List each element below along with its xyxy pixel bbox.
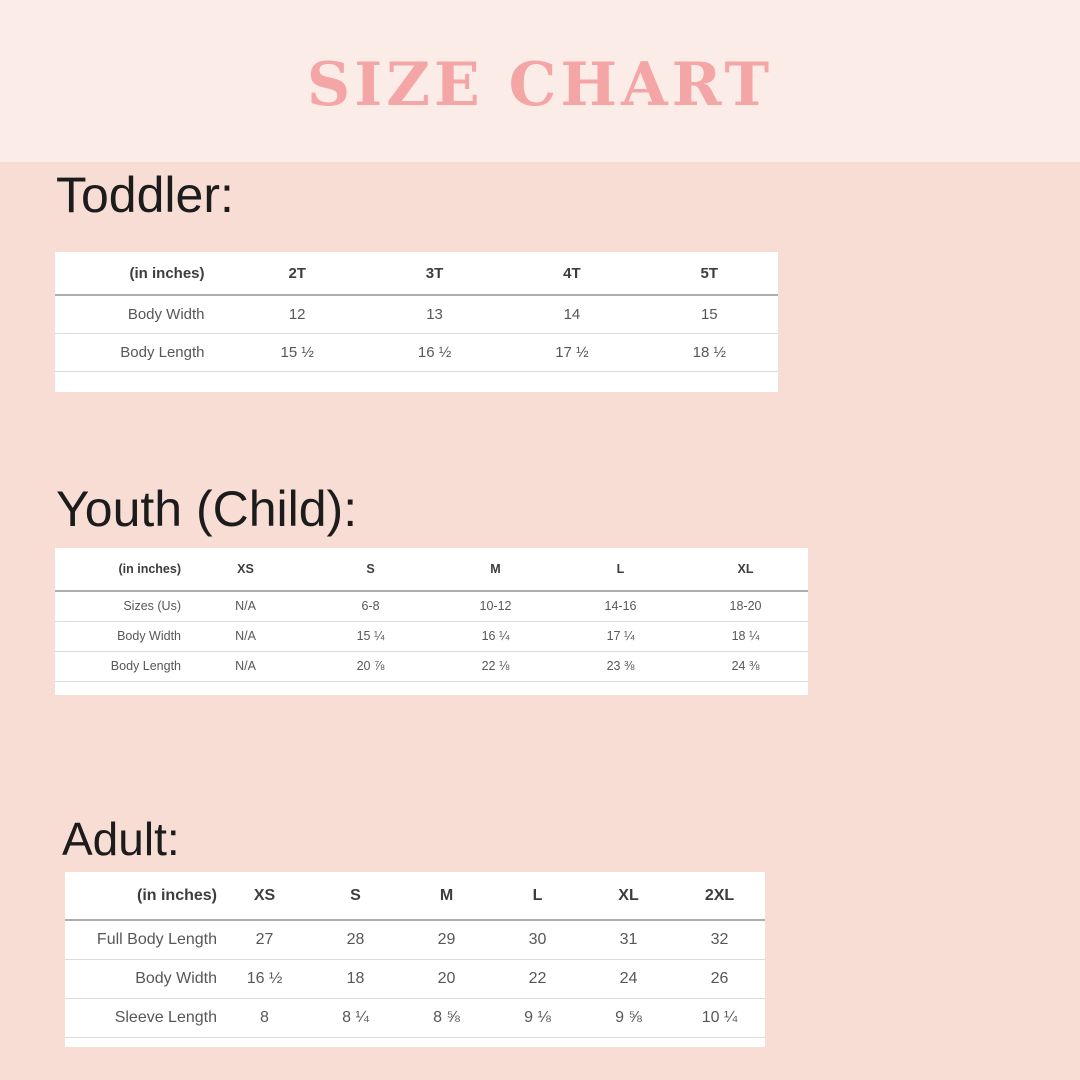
title-banner <box>0 0 1080 162</box>
column-header: S <box>308 548 433 591</box>
table-cell: 18 ½ <box>641 333 778 371</box>
table-cell: 32 <box>674 920 765 959</box>
table-cell: N/A <box>183 621 308 651</box>
column-header: M <box>433 548 558 591</box>
column-header: XL <box>683 548 808 591</box>
table-cell: 26 <box>674 959 765 998</box>
table-cell: 29 <box>401 920 492 959</box>
table-cell: 20 <box>401 959 492 998</box>
table-cell: 15 <box>641 295 778 333</box>
table-row <box>55 651 808 681</box>
table-cell: 17 ¼ <box>558 621 683 651</box>
table-cell: 10-12 <box>433 591 558 621</box>
adult-size-table <box>65 872 765 1038</box>
column-header: L <box>558 548 683 591</box>
table-cell: 10 ¼ <box>674 998 765 1037</box>
table-row <box>65 920 765 959</box>
table-row <box>65 998 765 1037</box>
table-header-row <box>65 872 765 920</box>
toddler-size-table <box>55 252 778 372</box>
table-cell: 22 <box>492 959 583 998</box>
column-header: XS <box>183 548 308 591</box>
table-cell: 16 ¼ <box>433 621 558 651</box>
table-cell: 15 ¼ <box>308 621 433 651</box>
table-cell: 13 <box>366 295 503 333</box>
table-cell: 27 <box>219 920 310 959</box>
column-header: 5T <box>641 252 778 295</box>
table-cell: 8 ⅝ <box>401 998 492 1037</box>
table-row <box>55 591 808 621</box>
table-cell: 15 ½ <box>229 333 366 371</box>
column-header: (in inches) <box>55 548 183 591</box>
table-cell: 14-16 <box>558 591 683 621</box>
section-heading-youth: Youth (Child): <box>56 481 358 537</box>
column-header: 2XL <box>674 872 765 920</box>
table-cell: 18 <box>310 959 401 998</box>
row-label: Sleeve Length <box>65 998 219 1037</box>
page-title: SIZE CHART <box>306 50 774 120</box>
row-label: Body Width <box>55 621 183 651</box>
section-heading-adult: Adult: <box>62 813 180 865</box>
table-row <box>55 295 778 333</box>
adult-size-table-card <box>65 872 765 1047</box>
column-header: 4T <box>503 252 640 295</box>
table-cell: 28 <box>310 920 401 959</box>
table-cell: 8 <box>219 998 310 1037</box>
column-header: 2T <box>229 252 366 295</box>
table-cell: 14 <box>503 295 640 333</box>
table-cell: 12 <box>229 295 366 333</box>
table-cell: 24 ⅜ <box>683 651 808 681</box>
column-header: XS <box>219 872 310 920</box>
table-header-row <box>55 548 808 591</box>
table-cell: 16 ½ <box>366 333 503 371</box>
table-cell: 9 ⅛ <box>492 998 583 1037</box>
column-header: S <box>310 872 401 920</box>
row-label: Sizes (Us) <box>55 591 183 621</box>
table-row <box>55 621 808 651</box>
row-label: Body Width <box>65 959 219 998</box>
column-header: 3T <box>366 252 503 295</box>
row-label: Full Body Length <box>65 920 219 959</box>
row-label: Body Width <box>55 295 229 333</box>
table-cell: N/A <box>183 651 308 681</box>
table-cell: N/A <box>183 591 308 621</box>
row-label: Body Length <box>55 651 183 681</box>
table-cell: 6-8 <box>308 591 433 621</box>
table-cell: 31 <box>583 920 674 959</box>
row-label: Body Length <box>55 333 229 371</box>
table-row <box>65 959 765 998</box>
youth-size-table-card <box>55 548 808 695</box>
column-header: XL <box>583 872 674 920</box>
column-header: M <box>401 872 492 920</box>
table-cell: 20 ⅞ <box>308 651 433 681</box>
table-cell: 17 ½ <box>503 333 640 371</box>
table-header-row <box>55 252 778 295</box>
toddler-size-table-card <box>55 252 778 392</box>
table-row <box>55 333 778 371</box>
column-header: (in inches) <box>55 252 229 295</box>
section-heading-toddler: Toddler: <box>56 167 234 223</box>
table-cell: 9 ⅝ <box>583 998 674 1037</box>
table-cell: 18 ¼ <box>683 621 808 651</box>
table-cell: 16 ½ <box>219 959 310 998</box>
table-cell: 8 ¼ <box>310 998 401 1037</box>
table-cell: 30 <box>492 920 583 959</box>
table-cell: 18-20 <box>683 591 808 621</box>
table-cell: 23 ⅜ <box>558 651 683 681</box>
youth-size-table <box>55 548 808 682</box>
column-header: (in inches) <box>65 872 219 920</box>
column-header: L <box>492 872 583 920</box>
table-cell: 24 <box>583 959 674 998</box>
table-cell: 22 ⅛ <box>433 651 558 681</box>
